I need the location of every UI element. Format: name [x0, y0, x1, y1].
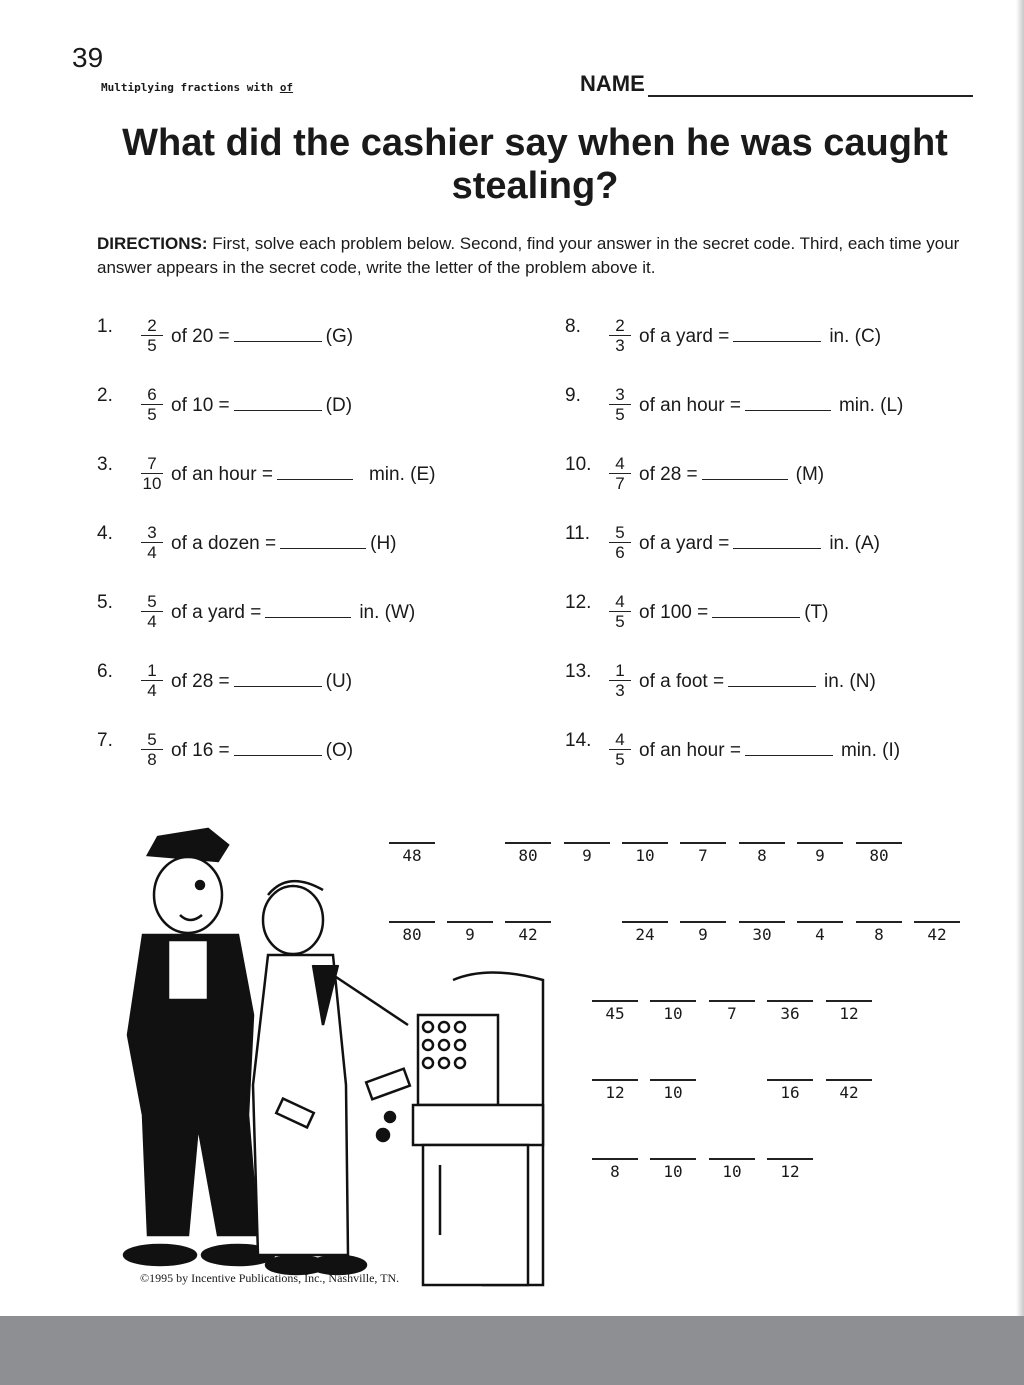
problem-suffix: in. (W) [359, 602, 416, 623]
directions [97, 232, 987, 280]
page-number: 39 [72, 42, 104, 73]
problem-5 [97, 592, 517, 638]
numerator: 7 [141, 454, 163, 474]
code-cell[interactable]: 7 [709, 1000, 755, 1023]
numerator: 2 [141, 316, 163, 336]
code-cell[interactable]: 45 [592, 1000, 638, 1023]
problem-6 [97, 661, 517, 707]
answer-blank[interactable] [733, 547, 821, 549]
code-cell[interactable]: 8 [739, 842, 785, 865]
problem-12 [565, 592, 985, 638]
problem-suffix: min. (E) [368, 464, 436, 485]
numerator: 2 [609, 316, 631, 336]
problem-text: of a yard = [171, 602, 262, 623]
denominator: 5 [147, 336, 157, 355]
problem-4 [97, 523, 517, 569]
problem-suffix: min. (L) [838, 395, 904, 416]
answer-blank[interactable] [265, 616, 351, 618]
problem-number: 1. [97, 316, 113, 337]
code-cell[interactable]: 9 [797, 842, 843, 865]
problem-number: 13. [565, 661, 592, 682]
numerator: 3 [609, 385, 631, 405]
code-cell[interactable]: 12 [767, 1158, 813, 1181]
problem-number: 10. [565, 454, 592, 475]
fraction [609, 661, 631, 700]
problem-10 [565, 454, 985, 500]
code-cell[interactable]: 7 [680, 842, 726, 865]
fraction [141, 523, 163, 562]
answer-blank[interactable] [234, 754, 322, 756]
denominator: 5 [615, 405, 625, 424]
numerator: 6 [141, 385, 163, 405]
problem-suffix: (D) [325, 395, 353, 416]
numerator: 3 [141, 523, 163, 543]
code-cell[interactable]: 4 [797, 921, 843, 944]
numerator: 4 [609, 454, 631, 474]
answer-blank[interactable] [733, 340, 821, 342]
fraction [141, 661, 163, 700]
answer-blank[interactable] [234, 409, 322, 411]
problem-text: of a dozen = [171, 533, 277, 554]
answer-blank[interactable] [712, 616, 800, 618]
problem-number: 8. [565, 316, 581, 337]
answer-blank[interactable] [745, 409, 831, 411]
code-cell[interactable]: 9 [564, 842, 610, 865]
problem-suffix: (O) [325, 740, 354, 761]
code-cell[interactable]: 80 [389, 921, 435, 944]
denominator: 5 [615, 750, 625, 769]
numerator: 1 [141, 661, 163, 681]
copyright-notice: ©1995 by Incentive Publications, Inc., Nashville, TN. [140, 1271, 400, 1285]
code-cell[interactable]: 48 [389, 842, 435, 865]
name-label: NAME [580, 71, 645, 96]
problem-text: of an hour = [639, 740, 741, 761]
denominator: 3 [615, 336, 625, 355]
problem-9 [565, 385, 985, 431]
problem-text: of a yard = [639, 326, 730, 347]
problem-suffix: min. (I) [840, 740, 901, 761]
code-cell[interactable]: 80 [505, 842, 551, 865]
problem-number: 4. [97, 523, 113, 544]
problem-7 [97, 730, 517, 776]
answer-blank[interactable] [280, 547, 366, 549]
code-cell[interactable]: 10 [650, 1158, 696, 1181]
code-cell[interactable]: 10 [622, 842, 668, 865]
code-cell[interactable]: 42 [826, 1079, 872, 1102]
numerator: 5 [609, 523, 631, 543]
problem-suffix: in. (A) [829, 533, 880, 554]
code-cell[interactable]: 9 [680, 921, 726, 944]
problem-1 [97, 316, 517, 362]
denominator: 4 [147, 681, 157, 700]
code-cell[interactable]: 24 [622, 921, 668, 944]
answer-blank[interactable] [745, 754, 833, 756]
police-cashier-cartoon [88, 815, 558, 1295]
code-cell[interactable]: 10 [650, 1079, 696, 1102]
code-cell[interactable]: 80 [856, 842, 902, 865]
problem-suffix: in. (N) [824, 671, 876, 692]
problem-number: 11. [565, 523, 591, 544]
name-field-line[interactable] [648, 95, 973, 97]
problem-text: of 16 = [171, 740, 230, 761]
problem-number: 12. [565, 592, 592, 613]
problem-text: of 28 = [639, 464, 698, 485]
code-cell[interactable]: 9 [447, 921, 493, 944]
problem-number: 14. [565, 730, 592, 751]
denominator: 10 [142, 474, 162, 493]
problem-number: 5. [97, 592, 113, 613]
numerator: 4 [609, 730, 631, 750]
worksheet-title: What did the cashier say when he was caught stealing? [122, 122, 948, 207]
code-cell[interactable]: 8 [856, 921, 902, 944]
fraction [609, 385, 631, 424]
denominator: 5 [615, 612, 625, 631]
directions-text: First, solve each problem below. Second, find your answer in the secret code. Third, each time your answer appears in the secret code, write the letter of the problem above it. [97, 234, 960, 277]
code-cell[interactable]: 16 [767, 1079, 813, 1102]
problem-suffix: (T) [804, 602, 829, 623]
problem-14 [565, 730, 985, 776]
problem-11 [565, 523, 985, 569]
fraction [609, 523, 631, 562]
problem-13 [565, 661, 985, 707]
fraction [609, 592, 631, 631]
problem-number: 7. [97, 730, 113, 751]
numerator: 5 [141, 592, 163, 612]
fraction [609, 730, 631, 769]
problem-text: of 100 = [639, 602, 709, 623]
denominator: 4 [147, 612, 157, 631]
code-cell[interactable]: 8 [592, 1158, 638, 1181]
problem-text: of 10 = [171, 395, 230, 416]
answer-blank[interactable] [702, 478, 788, 480]
fraction [141, 454, 163, 493]
worksheet-subtitle [101, 81, 293, 94]
problem-text: of a yard = [639, 533, 730, 554]
code-cell[interactable]: 12 [826, 1000, 872, 1023]
denominator: 4 [147, 543, 157, 562]
problem-suffix: (G) [325, 326, 354, 347]
denominator: 5 [147, 405, 157, 424]
fraction [141, 730, 163, 769]
scanner-background [0, 1316, 1024, 1385]
problem-text: of a foot = [639, 671, 725, 692]
problem-number: 9. [565, 385, 581, 406]
problem-number: 6. [97, 661, 113, 682]
problem-suffix: (U) [325, 671, 353, 692]
answer-blank[interactable] [234, 685, 322, 687]
problem-suffix: (H) [370, 533, 397, 554]
numerator: 5 [141, 730, 163, 750]
fraction [141, 385, 163, 424]
directions-label: DIRECTIONS: [97, 234, 208, 253]
problem-3 [97, 454, 517, 500]
problem-text: of an hour = [639, 395, 741, 416]
problem-text: of 28 = [171, 671, 230, 692]
problem-text: of 20 = [171, 326, 230, 347]
denominator: 7 [615, 474, 625, 493]
fraction [141, 316, 163, 355]
code-cell[interactable]: 12 [592, 1079, 638, 1102]
code-cell[interactable]: 10 [650, 1000, 696, 1023]
problem-2 [97, 385, 517, 431]
subtitle-prefix: Multiplying fractions with [101, 81, 274, 94]
numerator: 1 [609, 661, 631, 681]
fraction [141, 592, 163, 631]
code-cell[interactable]: 42 [914, 921, 960, 944]
problem-suffix: (M) [795, 464, 825, 485]
answer-blank[interactable] [234, 340, 322, 342]
code-cell[interactable]: 10 [709, 1158, 755, 1181]
denominator: 3 [615, 681, 625, 700]
problem-suffix: in. (C) [829, 326, 882, 347]
fraction [609, 316, 631, 355]
problem-text: of an hour = [171, 464, 273, 485]
code-cell[interactable]: 36 [767, 1000, 813, 1023]
denominator: 8 [147, 750, 157, 769]
page-edge-shadow [1016, 0, 1024, 1316]
numerator: 4 [609, 592, 631, 612]
problem-number: 2. [97, 385, 113, 406]
problem-8 [565, 316, 985, 362]
fraction [609, 454, 631, 493]
subtitle-of: of [279, 81, 294, 94]
code-cell[interactable]: 30 [739, 921, 785, 944]
code-cell[interactable]: 42 [505, 921, 551, 944]
answer-blank[interactable] [277, 478, 353, 480]
denominator: 6 [615, 543, 625, 562]
problem-number: 3. [97, 454, 113, 475]
answer-blank[interactable] [728, 685, 816, 687]
